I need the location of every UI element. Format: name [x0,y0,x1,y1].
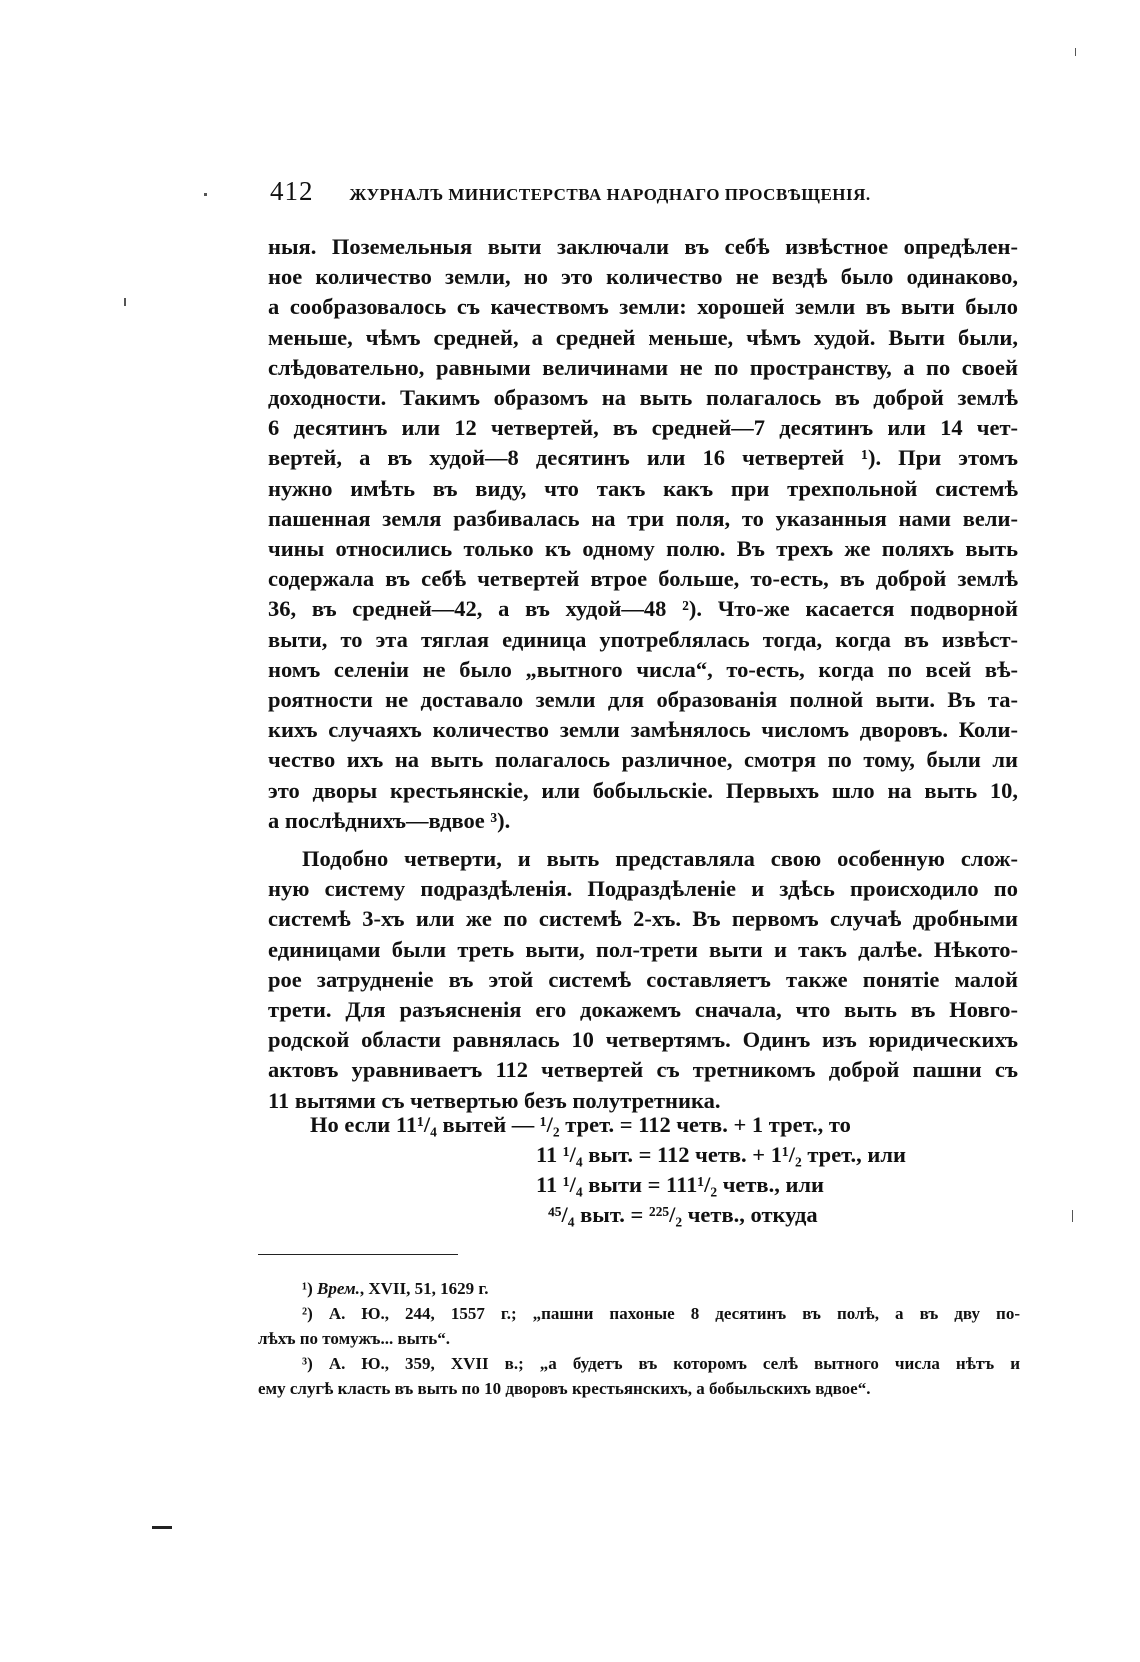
footnote-2 [258,1301,1020,1326]
text-line: роятности не доставало земли для образованія полной выти. Въ та- [268,687,1018,713]
text-line: а сообразовалось съ качествомъ земли: хорошей земли въ выти было [268,294,1018,320]
formula-line: 11 ¹/₄ выти = 111¹/₂ четв., или [536,1172,824,1197]
footnote-text: , XVII, 51, 1629 г. [359,1279,489,1298]
text-line: номъ селеніи не было „вытного числа“, то-есть, когда по всей вѣ- [268,656,1018,682]
footnote-rule [258,1254,458,1255]
text-line: ную систему подраздѣленія. Подраздѣленіе и здѣсь происходило по [268,876,1018,902]
text-line: доходности. Такимъ образомъ на выть полагалось въ доброй землѣ [268,385,1018,411]
text-line: вертей, а въ худой—8 десятинъ или 16 четвертей ¹). При этомъ [268,445,1018,471]
footnote-text: А. Ю., 359, XVII в.; „а будетъ въ которомъ селѣ вытного числа нѣтъ и [328,1354,1021,1373]
paragraph-2 [268,844,1018,1116]
text-line: слѣдовательно, равными величинами не по пространству, а по своей [268,354,1018,380]
text-line: чество ихъ на выть полагалось различное, смотря по тому, были ли [268,747,1018,773]
scan-speck [1072,1210,1073,1222]
scan-speck [124,298,126,306]
text-line: пашенная земля разбивалась на три поля, то указанныя нами вели- [268,505,1018,531]
text-line: 6 десятинъ или 12 четвертей, въ средней—7 десятинъ или 14 чет- [268,415,1018,441]
text-line: 36, въ средней—42, а въ худой—48 ²). Что-же касается подворной [268,596,1018,622]
footnote-text: А. Ю., 244, 1557 г.; „пашни пахоные 8 десятинъ въ полѣ, а въ дву по- [328,1304,1020,1323]
text-line: актовъ уравниваетъ 112 четвертей съ третникомъ доброй пашни съ [268,1057,1018,1083]
scan-dash [152,1526,172,1529]
footnote-3 [258,1351,1020,1376]
text-line: родской области равнялась 10 четвертямъ. Одинъ изъ юридическихъ [268,1027,1018,1053]
footnotes [258,1276,1020,1401]
text-line: системѣ 3-хъ или же по системѣ 2-хъ. Въ первомъ случаѣ дробными [268,906,1018,932]
text-line: единицами были треть выти, пол-трети выти и такъ далѣе. Нѣкото- [268,936,1018,962]
text-line: ное количество земли, но это количество не вездѣ было одинаково, [268,264,1018,290]
text-line: нужно имѣть въ виду, что такъ какъ при трехпольной системѣ [268,475,1018,501]
scan-speck [204,193,207,196]
text-line: а послѣднихъ—вдвое ³). [268,807,511,833]
body-text [268,232,1018,1116]
text-line: Подобно четверти, и выть представляла свою особенную слож- [302,846,1018,872]
formula-line: 11 ¹/₄ выт. = 112 четв. + 1¹/₂ трет., или [536,1142,906,1167]
footnote-3-cont: ему слугѣ класть въ выть по 10 дворовъ крестьянскихъ, а бобыльскихъ вдвое“. [258,1379,871,1398]
running-header [270,176,1020,207]
formula-line: Но если 11¹/₄ вытей — ¹/₂ трет. = 112 четв. + 1 трет., то [310,1112,851,1137]
footnote-2-cont: лѣхъ по томужъ... выть“. [258,1329,451,1348]
text-line: это дворы крестьянскіе, или бобыльскіе. Первыхъ шло на выть 10, [268,777,1018,803]
text-line: содержала въ себѣ четвертей втрое больше, то-есть, въ доброй землѣ [268,566,1018,592]
text-line: меньше, чѣмъ средней, а средней меньше, чѣмъ худой. Выти были, [268,324,1018,350]
text-line: трети. Для разъясненія его докажемъ сначала, что выть въ Новго- [268,997,1018,1023]
footnote-marker: ³) [302,1354,313,1373]
footnote-marker: ²) [302,1304,313,1323]
paragraph-1 [268,232,1018,836]
text-line: кихъ случаяхъ количество земли замѣнялось числомъ дворовъ. Коли- [268,717,1018,743]
footnote-source: Врем. [317,1279,360,1298]
footnote-1 [258,1276,1020,1301]
scan-speck [1075,48,1076,56]
journal-title: ЖУРНАЛЪ МИНИСТЕРСТВА НАРОДНАГО ПРОСВѢЩЕНІЯ. [349,185,871,204]
footnote-marker: ¹) [302,1279,313,1298]
page-number: 412 [270,176,314,206]
text-line: рое затрудненіе въ этой системѣ составляетъ также понятіе малой [268,966,1018,992]
text-line: 11 вытями съ четвертью безъ полутретника. [268,1087,721,1113]
formula-line: ⁴⁵/₄ выт. = ²²⁵/₂ четв., откуда [548,1202,818,1227]
text-line: выти, то эта тяглая единица употреблялась тогда, когда въ извѣст- [268,626,1018,652]
text-line: ныя. Поземельныя выти заключали въ себѣ извѣстное опредѣлен- [268,234,1018,259]
text-line: чины относились только къ одному полю. Въ трехъ же поляхъ выть [268,536,1018,562]
formula-block [310,1110,1000,1230]
